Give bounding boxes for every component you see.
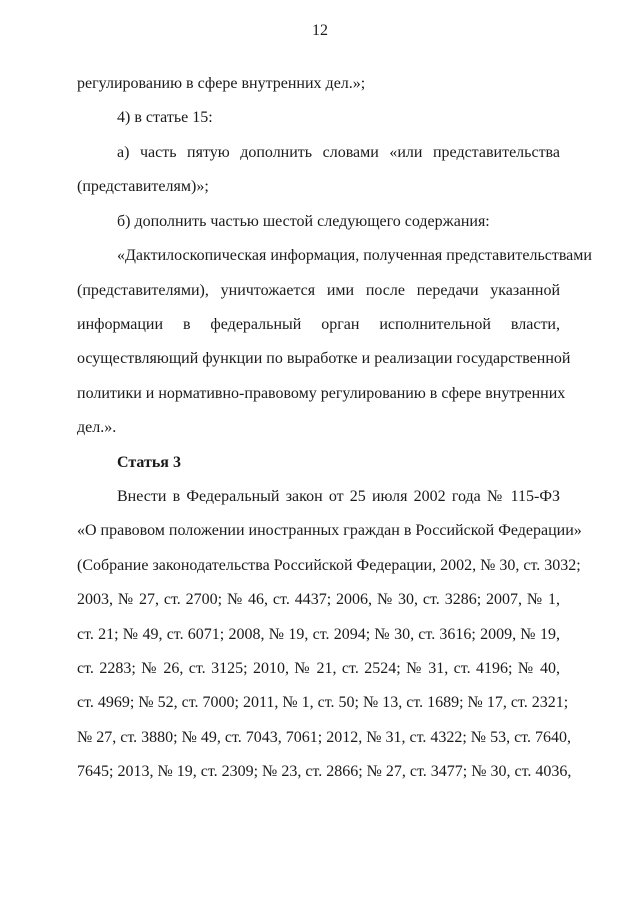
page-number: 12	[312, 22, 328, 39]
text-line: регулированию в сфере внутренних дел.»;	[77, 75, 366, 92]
text-line: «О правовом положении иностранных граждан в Российской Федерации»	[77, 522, 582, 539]
text-line: (Собрание законодательства Российской Федерации, 2002, № 30, ст. 3032;	[77, 557, 581, 574]
text-line: 7645; 2013, № 19, ст. 2309; № 23, ст. 2866; № 27, ст. 3477; № 30, ст. 4036,	[77, 763, 572, 780]
text-line: № 27, ст. 3880; № 49, ст. 7043, 7061; 2012, № 31, ст. 4322; № 53, ст. 7640,	[77, 729, 571, 746]
text-line: информации в федеральный орган исполнительной власти,	[77, 316, 560, 333]
text-line: осуществляющий функции по выработке и реализации государственной	[77, 350, 571, 367]
text-line: 2003, № 27, ст. 2700; № 46, ст. 4437; 2006, № 30, ст. 3286; 2007, № 1,	[77, 591, 560, 608]
text-line: «Дактилоскопическая информация, полученная представительствами	[117, 247, 592, 264]
text-line: ст. 4969; № 52, ст. 7000; 2011, № 1, ст. 50; № 13, ст. 1689; № 17, ст. 2321;	[77, 694, 569, 711]
text-line: дел.».	[77, 419, 117, 436]
text-line: 4) в статье 15:	[117, 109, 213, 126]
text-line: политики и нормативно-правовому регулированию в сфере внутренних	[77, 385, 566, 402]
text-line: а) часть пятую дополнить словами «или представительства	[117, 144, 560, 161]
text-line: Внести в Федеральный закон от 25 июля 2002 года № 115-ФЗ	[117, 488, 560, 505]
text-line: ст. 21; № 49, ст. 6071; 2008, № 19, ст. 2094; № 30, ст. 3616; 2009, № 19,	[77, 626, 560, 643]
text-line: (представителями), уничтожается ими после передачи указанной	[77, 282, 560, 299]
text-line: ст. 2283; № 26, ст. 3125; 2010, № 21, ст. 2524; № 31, ст. 4196; № 40,	[77, 660, 560, 677]
text-line: б) дополнить частью шестой следующего содержания:	[117, 213, 490, 230]
text-line: (представителям)»;	[77, 178, 209, 195]
section-heading: Статья 3	[117, 454, 181, 471]
